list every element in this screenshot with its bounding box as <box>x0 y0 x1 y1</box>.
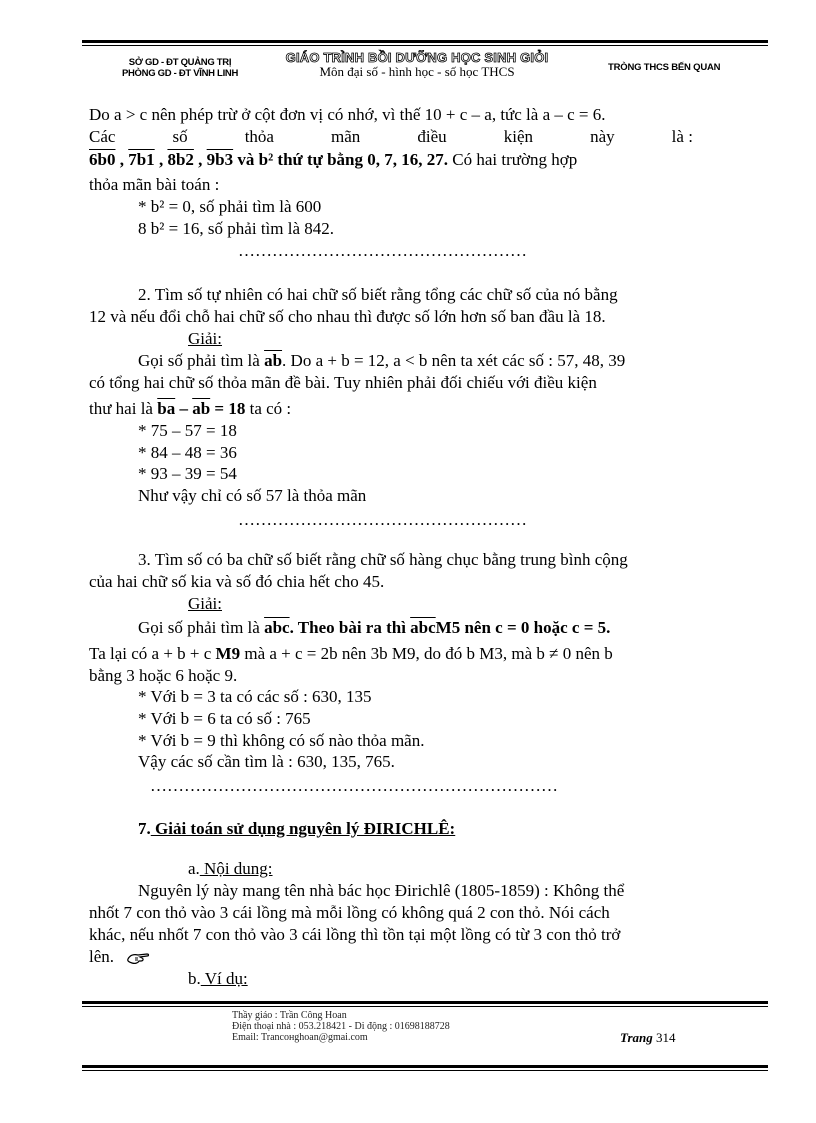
dotted-separator: ……………………………………………………………… <box>150 776 558 795</box>
number-abc: $\overline{abc}$ <box>264 618 290 637</box>
text-line <box>138 350 742 372</box>
text-line: khác, nếu nhốt 7 con thỏ vào 3 cái lồng thì tồn tại một lồng có từ 3 con thỏ trở <box>89 925 621 944</box>
text-line-numbers <box>89 149 693 171</box>
sep: , <box>154 150 168 169</box>
subheading-title: Nội dung: <box>199 859 273 878</box>
text-line: Như vậy chỉ có số 57 là thỏa mãn <box>138 486 367 505</box>
page-num: 314 <box>656 1030 676 1045</box>
text: lên. <box>89 947 115 966</box>
word: thỏa <box>244 127 274 146</box>
footer-teacher: Thầy giáo : Trần Công Hoan <box>232 1010 347 1021</box>
subheading <box>188 858 792 880</box>
divisible-symbol: M9 <box>215 644 241 663</box>
text: . Do a + b = 12, a < b nên ta xét các số : 57, 48, 39 <box>282 351 626 370</box>
section-heading <box>138 818 742 840</box>
section-number: 7. <box>138 819 151 838</box>
subheading <box>188 968 792 990</box>
word: điều <box>417 127 447 146</box>
subheading-title: Ví dụ: <box>200 969 248 988</box>
footer-phone: Điện thoại nhà : 053.218421 - Di động : 01698188728 <box>232 1021 450 1032</box>
solution-heading: Giải: <box>188 594 222 613</box>
number-7b1: 7b1 <box>128 150 155 169</box>
pointing-hand-icon <box>126 950 150 966</box>
text-line: * 75 – 57 = 18 <box>138 421 237 440</box>
text-line: 3. Tìm số có ba chữ số biết rằng chữ số hàng chục bằng trung bình cộng <box>138 550 628 569</box>
text-line: 2. Tìm số tự nhiên có hai chữ số biết rằng tổng các chữ số của nó bằng <box>138 285 618 304</box>
dotted-separator: …………………………………………… <box>238 241 527 260</box>
bold-text: và b² thứ tự bằng 0, 7, 16, 27. <box>233 150 449 169</box>
number-ab: $\overline{ab}$ <box>264 351 283 370</box>
header-title: GIÁO TRÌNH BỒI DƯỠNG HỌC SINH GIỎI <box>285 50 549 65</box>
header-dept: SỞ GD - ĐT QUẢNG TRỊ <box>128 57 232 68</box>
number-abc: $\overline{abc}$ <box>410 618 436 637</box>
text: Có hai trường hợp <box>448 150 578 169</box>
text: Gọi số phải tìm là <box>138 618 265 637</box>
text-line: nhốt 7 con thỏ vào 3 cái lồng mà mỗi lồng có không quá 2 con thỏ. Nói cách <box>89 903 610 922</box>
text-line: Nguyên lý này mang tên nhà bác học Đirichlê (1805-1859) : Không thể <box>138 881 625 900</box>
text-line: * 84 – 48 = 36 <box>138 443 237 462</box>
word: là : <box>671 127 693 146</box>
sep: , <box>193 150 207 169</box>
header-office: PHÒNG GD - ĐT VĨNH LINH <box>121 68 239 79</box>
sep: , <box>115 150 129 169</box>
footer-contact <box>232 1010 450 1043</box>
word: kiện <box>503 127 533 146</box>
number-8b2: 8b2 <box>167 150 194 169</box>
text-line: Vậy các số cần tìm là : 630, 135, 765. <box>138 752 395 771</box>
equals: = 18 <box>210 399 246 418</box>
text: ta có : <box>245 399 292 418</box>
text-line-justified <box>89 126 693 148</box>
footer-email: Email: Trancонghoan@gmai.com <box>232 1032 368 1043</box>
text-line: * b² = 0, số phải tìm là 600 <box>138 197 322 216</box>
bold-text: . Theo bài ra thì <box>289 618 411 637</box>
text-line: thỏa mãn bài toán : <box>89 175 220 194</box>
solution-heading: Giải: <box>188 329 222 348</box>
subheading-prefix: b. <box>188 969 201 988</box>
section-title: Giải toán sử dụng nguyên lý ĐIRICHLÊ: <box>150 819 456 838</box>
text-line <box>138 617 742 639</box>
text-line: Do a > c nên phép trừ ở cột đơn vị có nhớ, vì thế 10 + c – a, tức là a – c = 6. <box>89 105 606 124</box>
number-ba: $\overline{ba}$ <box>157 399 176 418</box>
text-line: * 93 – 39 = 54 <box>138 464 237 483</box>
text: Ta lại có a + b + c <box>89 644 216 663</box>
text-line-with-icon <box>89 946 693 968</box>
header-rule-thick <box>82 40 768 43</box>
minus: – <box>175 399 193 418</box>
bottom-rule-thick <box>82 1065 768 1068</box>
header-rule-thin <box>82 45 768 46</box>
text-line: có tổng hai chữ số thỏa mãn đề bài. Tuy nhiên phải đối chiếu với điều kiện <box>89 373 597 392</box>
text-line: 8 b² = 16, số phải tìm là 842. <box>138 219 335 238</box>
word: số <box>172 127 188 146</box>
page-label: Trang <box>620 1030 653 1045</box>
bottom-rule-thin <box>82 1070 768 1071</box>
header-school: TRÒNG THCS BẾN QUAN <box>608 62 721 73</box>
text-line: của hai chữ số kia và số đó chia hết cho 45. <box>89 572 385 591</box>
dotted-separator: …………………………………………… <box>238 510 527 529</box>
text: mà a + c = 2b nên 3b M9, do đó b M3, mà b ≠ 0 nên b <box>240 644 613 663</box>
subheading-prefix: a. <box>188 859 200 878</box>
header-left <box>100 57 260 79</box>
text-line <box>89 643 693 665</box>
number-ab: $\overline{ab}$ <box>192 399 211 418</box>
footer-rule-thick <box>82 1001 768 1004</box>
text-line: 12 và nếu đổi chỗ hai chữ số cho nhau thì được số lớn hơn số ban đầu là 18. <box>89 307 606 326</box>
number-6b0: 6b0 <box>89 150 116 169</box>
text-line: * Với b = 6 ta có số : 765 <box>138 709 311 728</box>
word: Các <box>89 127 116 146</box>
bold-text: M5 nên c = 0 hoặc c = 5. <box>435 618 611 637</box>
footer-rule-thin <box>82 1006 768 1007</box>
text-line: bằng 3 hoặc 6 hoặc 9. <box>89 666 238 685</box>
word: này <box>590 127 615 146</box>
page-number <box>620 1030 676 1046</box>
word: mãn <box>331 127 361 146</box>
text: Gọi số phải tìm là <box>138 351 265 370</box>
text: thư hai là <box>89 399 158 418</box>
text-line: * Với b = 3 ta có các số : 630, 135 <box>138 687 372 706</box>
header-center <box>262 50 572 79</box>
text-line: * Với b = 9 thì không có số nào thỏa mãn. <box>138 731 425 750</box>
header-subtitle: Môn đại số - hình học - số học THCS <box>319 64 515 79</box>
text-line <box>89 398 693 420</box>
number-9b3: 9b3 <box>206 150 234 169</box>
